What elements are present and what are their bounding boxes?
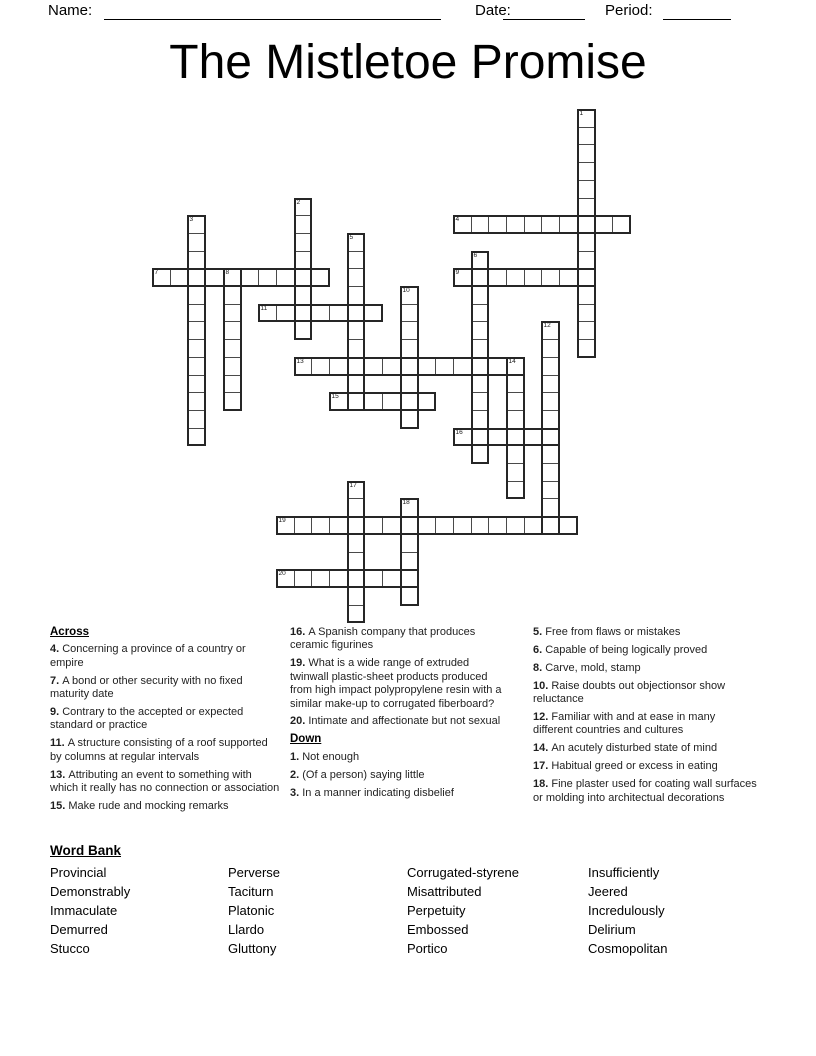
entry-14-number: 14: [508, 357, 516, 365]
entry-9-number: 9: [455, 268, 460, 276]
entry-13-number: 13: [296, 357, 304, 365]
entry-5-outline: [347, 233, 365, 411]
down-heading: Down: [290, 733, 322, 746]
entry-15-outline: [329, 392, 436, 411]
word-bank-word: Cosmopolitan: [588, 941, 668, 956]
name-blank-line: [104, 0, 441, 20]
word-bank-word: Platonic: [228, 903, 275, 918]
clue-9: 9. Contrary to the accepted or expected standard or practice: [50, 706, 244, 732]
word-bank-word: Jeered: [588, 884, 628, 899]
page-title: The Mistletoe Promise: [169, 36, 647, 89]
entry-8-outline: [223, 268, 242, 411]
entry-20-number: 20: [278, 569, 286, 577]
word-bank-word: Incredulously: [588, 903, 665, 918]
clue-20: 20. Intimate and affectionate but not sexual: [290, 715, 501, 728]
word-bank-column-2: [228, 863, 280, 958]
clue-7: 7. A bond or other security with no fixed maturity date: [50, 674, 243, 701]
word-bank-word: Provincial: [50, 865, 107, 880]
period-blank-line: [663, 0, 731, 20]
clues-column-2: [290, 626, 510, 804]
clue-17: 17. Habitual greed or excess in eating: [533, 760, 718, 773]
period-label: Period:: [605, 2, 653, 19]
clues-column-1: [50, 626, 282, 818]
date-label: Date:: [475, 2, 511, 19]
entry-2-number: 2: [296, 198, 301, 206]
entry-5-number: 5: [349, 233, 354, 241]
word-bank-word: Llardo: [228, 922, 265, 937]
word-bank-word: Demurred: [50, 922, 108, 937]
word-bank-word: Immaculate: [50, 903, 118, 918]
crossword-grid: [152, 109, 652, 629]
word-bank-word: Insufficiently: [588, 865, 660, 880]
clue-2: 2. (Of a person) saying little: [290, 768, 425, 781]
word-bank-word: Delirium: [588, 922, 636, 937]
word-bank-word: Embossed: [407, 922, 469, 937]
entry-11-outline: [258, 304, 383, 322]
word-bank-column-4: [588, 863, 668, 958]
clue-3: 3. In a manner indicating disbelief: [290, 786, 454, 799]
entry-19-outline: [276, 516, 578, 535]
clue-11: 11. A structure consisting of a roof supported by columns at regular intervals: [50, 737, 268, 763]
entry-19-number: 19: [278, 516, 286, 524]
entry-20-outline: [276, 569, 419, 588]
word-bank-word: Portico: [407, 941, 448, 956]
clue-18: 18. Fine plaster used for coating wall surfaces or molding into architectual decorations: [533, 778, 757, 804]
word-bank-word: Gluttony: [228, 941, 277, 956]
word-bank-word: Corrugated-styrene: [407, 865, 519, 880]
entry-13-outline: [294, 357, 525, 376]
entry-7-number: 7: [154, 268, 159, 276]
clue-1: 1. Not enough: [290, 750, 360, 763]
word-bank-word: Taciturn: [228, 884, 274, 899]
entry-10-number: 10: [402, 286, 410, 294]
clues-column-3: [533, 626, 757, 809]
word-bank-word: Stucco: [50, 941, 90, 956]
entry-12-number: 12: [543, 321, 551, 329]
clue-10: 10. Raise doubts out objectionsor show reluctance: [533, 679, 726, 706]
clue-19: 19. What is a wide range of extruded twinwall plastic-sheet products produced from high impact polypropylene resin with a similar make-up to corrugated fiberboard?: [290, 657, 502, 710]
entry-18-number: 18: [402, 498, 410, 506]
word-bank-word: Demonstrably: [50, 884, 131, 899]
entry-4-outline: [453, 215, 631, 234]
clue-4: 4. Concerning a province of a country or empire: [50, 643, 246, 669]
entry-18-outline: [400, 498, 419, 606]
entry-9-outline: [453, 268, 596, 287]
clue-12: 12. Familiar with and at ease in many different countries and cultures: [533, 711, 716, 737]
entry-8-number: 8: [225, 268, 230, 276]
clue-5: 5. Free from flaws or mistakes: [533, 626, 681, 638]
date-blank-line: [503, 0, 585, 20]
word-bank-column-1: [50, 863, 130, 958]
clue-14: 14. An acutely disturbed state of mind: [533, 742, 718, 755]
entry-4-number: 4: [455, 215, 460, 223]
word-bank: [50, 843, 770, 956]
clues-down-group-1: [290, 751, 510, 800]
clues-across-group-2: [290, 626, 510, 729]
word-bank-word: Perverse: [228, 865, 281, 880]
word-bank-column-3: [407, 863, 519, 958]
clues-across-group-1: [50, 643, 282, 813]
entry-16-number: 16: [455, 428, 463, 436]
entry-3-outline: [187, 215, 206, 446]
entry-1-number: 1: [579, 109, 584, 117]
name-label: Name:: [48, 2, 93, 19]
entry-3-number: 3: [189, 215, 194, 223]
entry-11-number: 11: [260, 304, 268, 312]
clues-down-group-2: [533, 626, 757, 805]
entry-6-number: 6: [473, 251, 478, 259]
entry-17-number: 17: [349, 481, 357, 489]
clue-6: 6. Capable of being logically proved: [533, 643, 708, 656]
clue-13: 13. Attributing an event to something with which it really has no connection or association: [50, 768, 280, 795]
entry-15-number: 15: [331, 392, 339, 400]
across-heading: Across: [50, 626, 89, 638]
clue-8: 8. Carve, mold, stamp: [533, 661, 641, 674]
entry-16-outline: [453, 428, 560, 446]
entry-17-outline: [347, 481, 365, 623]
word-bank-word: Perpetuity: [407, 903, 466, 918]
clue-16: 16. A Spanish company that produces ceramic figurines: [290, 626, 476, 652]
word-bank-heading: Word Bank: [50, 843, 122, 858]
word-bank-word: Misattributed: [407, 884, 482, 899]
clue-15: 15. Make rude and mocking remarks: [50, 799, 229, 812]
